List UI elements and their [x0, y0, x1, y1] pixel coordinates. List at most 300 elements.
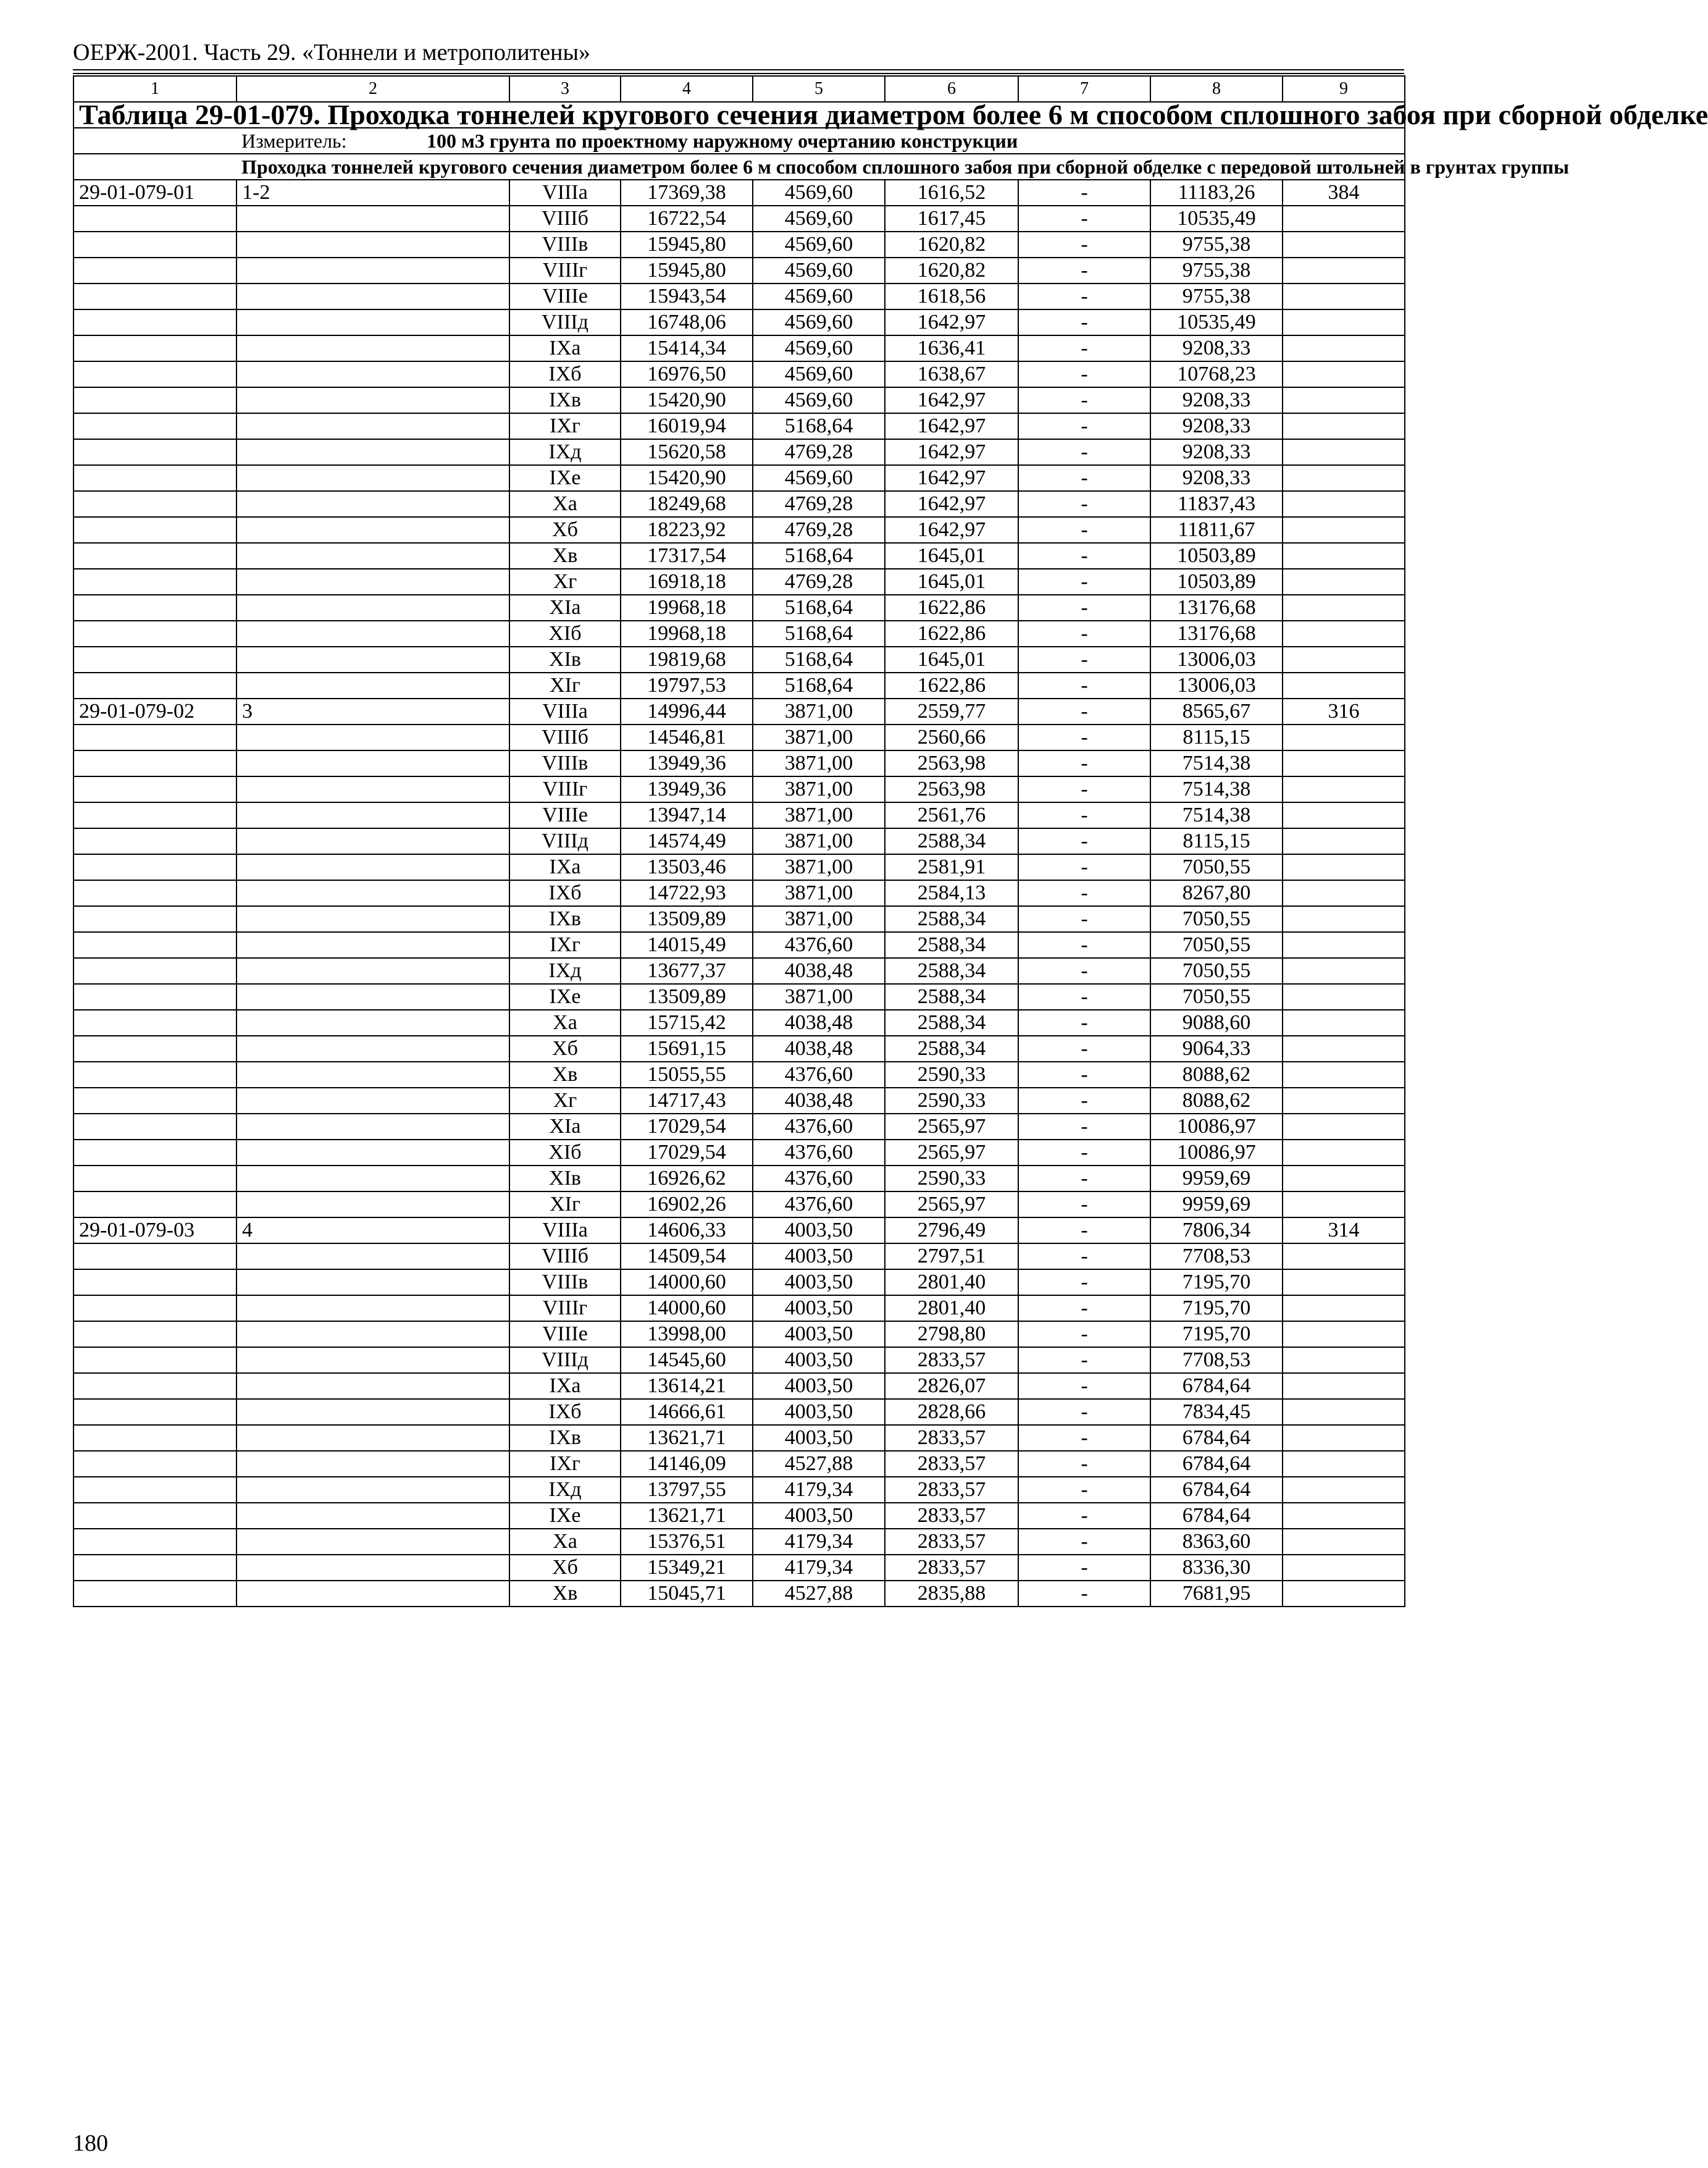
table-row — [73, 802, 1405, 828]
rock-category: IXб — [509, 880, 621, 906]
materials-cost: 7195,70 — [1150, 1269, 1283, 1295]
wages: 4003,50 — [753, 1503, 885, 1529]
rock-category: IXд — [509, 439, 621, 465]
wages: 4569,60 — [753, 258, 885, 284]
materials-cost: 7708,53 — [1150, 1243, 1283, 1269]
table-title-row — [73, 102, 1405, 128]
labor-norm — [1283, 1555, 1405, 1581]
total-cost: 15691,15 — [621, 1036, 753, 1062]
wages: 4569,60 — [753, 309, 885, 335]
total-cost: 18223,92 — [621, 517, 753, 543]
materials-cost: 10503,89 — [1150, 543, 1283, 569]
table-row — [73, 1062, 1405, 1088]
materials-cost: 7050,55 — [1150, 958, 1283, 984]
materials-cost: 7514,38 — [1150, 802, 1283, 828]
rock-category: VIIIг — [509, 258, 621, 284]
labor-norm — [1283, 1269, 1405, 1295]
labor-norm — [1283, 647, 1405, 673]
total-cost: 15045,71 — [621, 1581, 753, 1607]
table-row — [73, 1010, 1405, 1036]
machine-cost: 2833,57 — [885, 1425, 1018, 1451]
soil-group — [237, 206, 509, 232]
labor-norm — [1283, 1321, 1405, 1347]
materials-cost: 7050,55 — [1150, 984, 1283, 1010]
rate-code — [73, 232, 237, 258]
table-row — [73, 725, 1405, 750]
materials-cost: 8088,62 — [1150, 1088, 1283, 1114]
wages: 4569,60 — [753, 465, 885, 491]
soil-group — [237, 1347, 509, 1373]
materials-cost: 6784,64 — [1150, 1477, 1283, 1503]
total-cost: 15420,90 — [621, 387, 753, 413]
materials-cost: 8267,80 — [1150, 880, 1283, 906]
total-cost: 13503,46 — [621, 854, 753, 880]
column-number: 8 — [1150, 76, 1283, 102]
materials-cost: 13176,68 — [1150, 621, 1283, 647]
wages: 4569,60 — [753, 335, 885, 361]
rock-category: XIг — [509, 673, 621, 699]
table-row — [73, 1425, 1405, 1451]
labor-norm: 384 — [1283, 180, 1405, 206]
total-cost: 15349,21 — [621, 1555, 753, 1581]
table-row — [73, 1451, 1405, 1477]
soil-group — [237, 1166, 509, 1191]
materials-cost: 13176,68 — [1150, 595, 1283, 621]
rate-code — [73, 984, 237, 1010]
labor-norm — [1283, 361, 1405, 387]
wages: 3871,00 — [753, 854, 885, 880]
wages: 5168,64 — [753, 647, 885, 673]
materials-cost: 7514,38 — [1150, 750, 1283, 776]
machine-cost: 2828,66 — [885, 1399, 1018, 1425]
machine-cost: 2590,33 — [885, 1088, 1018, 1114]
wages: 4569,60 — [753, 361, 885, 387]
column-number: 7 — [1018, 76, 1150, 102]
wages: 5168,64 — [753, 595, 885, 621]
soil-group — [237, 1062, 509, 1088]
total-cost: 13949,36 — [621, 750, 753, 776]
driver-wages: - — [1018, 1191, 1150, 1217]
rock-category: IXг — [509, 932, 621, 958]
soil-group — [237, 1191, 509, 1217]
driver-wages: - — [1018, 1425, 1150, 1451]
labor-norm — [1283, 725, 1405, 750]
total-cost: 15715,42 — [621, 1010, 753, 1036]
materials-cost: 11837,43 — [1150, 491, 1283, 517]
soil-group — [237, 647, 509, 673]
rate-code — [73, 1477, 237, 1503]
materials-cost: 7195,70 — [1150, 1295, 1283, 1321]
rate-code — [73, 647, 237, 673]
machine-cost: 1642,97 — [885, 413, 1018, 439]
materials-cost: 9064,33 — [1150, 1036, 1283, 1062]
soil-group — [237, 1451, 509, 1477]
wages: 3871,00 — [753, 725, 885, 750]
wages: 4003,50 — [753, 1217, 885, 1243]
rate-code — [73, 1347, 237, 1373]
wages: 4769,28 — [753, 517, 885, 543]
table-row — [73, 828, 1405, 854]
materials-cost: 13006,03 — [1150, 673, 1283, 699]
driver-wages: - — [1018, 413, 1150, 439]
driver-wages: - — [1018, 361, 1150, 387]
labor-norm — [1283, 1140, 1405, 1166]
driver-wages: - — [1018, 1321, 1150, 1347]
total-cost: 17317,54 — [621, 543, 753, 569]
materials-cost: 7681,95 — [1150, 1581, 1283, 1607]
total-cost: 14722,93 — [621, 880, 753, 906]
driver-wages: - — [1018, 828, 1150, 854]
materials-cost: 9755,38 — [1150, 284, 1283, 309]
column-numbers-row — [73, 76, 1405, 102]
wages: 4527,88 — [753, 1451, 885, 1477]
rate-code — [73, 595, 237, 621]
table-row — [73, 776, 1405, 802]
machine-cost: 1642,97 — [885, 491, 1018, 517]
labor-norm — [1283, 1399, 1405, 1425]
soil-group — [237, 776, 509, 802]
soil-group — [237, 439, 509, 465]
rock-category: IXе — [509, 465, 621, 491]
rate-code — [73, 880, 237, 906]
machine-cost: 2565,97 — [885, 1140, 1018, 1166]
labor-norm — [1283, 284, 1405, 309]
rock-category: Xг — [509, 569, 621, 595]
labor-norm — [1283, 465, 1405, 491]
rate-code — [73, 1373, 237, 1399]
rate-code — [73, 854, 237, 880]
rock-category: VIIIв — [509, 1269, 621, 1295]
rock-category: IXв — [509, 906, 621, 932]
table-row — [73, 699, 1405, 725]
rate-code — [73, 1451, 237, 1477]
rock-category: Xб — [509, 1036, 621, 1062]
rock-category: VIIIд — [509, 828, 621, 854]
total-cost: 14509,54 — [621, 1243, 753, 1269]
rock-category: VIIIе — [509, 1321, 621, 1347]
machine-cost: 1642,97 — [885, 309, 1018, 335]
rock-category: Xа — [509, 491, 621, 517]
rate-code — [73, 465, 237, 491]
rock-category: Xа — [509, 1010, 621, 1036]
machine-cost: 2833,57 — [885, 1529, 1018, 1555]
labor-norm — [1283, 1451, 1405, 1477]
rock-category: VIIIв — [509, 232, 621, 258]
driver-wages: - — [1018, 1555, 1150, 1581]
wages: 4769,28 — [753, 439, 885, 465]
soil-group — [237, 725, 509, 750]
table-row — [73, 958, 1405, 984]
materials-cost: 13006,03 — [1150, 647, 1283, 673]
table-row — [73, 335, 1405, 361]
rock-category: Xв — [509, 1062, 621, 1088]
materials-cost: 7050,55 — [1150, 854, 1283, 880]
rate-code — [73, 258, 237, 284]
machine-cost: 2801,40 — [885, 1269, 1018, 1295]
soil-group: 1-2 — [237, 180, 509, 206]
labor-norm — [1283, 854, 1405, 880]
table-subtitle: Проходка тоннелей кругового сечения диаметром более 6 м способом сплошного забоя при сборной обделке с передовой штольней в грунтах группы — [237, 154, 1405, 180]
rock-category: IXг — [509, 413, 621, 439]
machine-cost: 2590,33 — [885, 1062, 1018, 1088]
rate-code — [73, 1321, 237, 1347]
rock-category: VIIIв — [509, 750, 621, 776]
machine-cost: 1622,86 — [885, 673, 1018, 699]
total-cost: 16722,54 — [621, 206, 753, 232]
labor-norm — [1283, 1425, 1405, 1451]
driver-wages: - — [1018, 906, 1150, 932]
rate-code — [73, 1399, 237, 1425]
table-row — [73, 439, 1405, 465]
price-table — [73, 75, 1708, 1607]
unit-label: Измеритель: — [241, 130, 347, 152]
total-cost: 16976,50 — [621, 361, 753, 387]
table-row — [73, 673, 1405, 699]
labor-norm — [1283, 413, 1405, 439]
total-cost: 14574,49 — [621, 828, 753, 854]
soil-group — [237, 517, 509, 543]
soil-group — [237, 335, 509, 361]
rock-category: IXв — [509, 1425, 621, 1451]
rate-code — [73, 1503, 237, 1529]
driver-wages: - — [1018, 699, 1150, 725]
header-rule-2 — [73, 73, 1404, 74]
driver-wages: - — [1018, 1140, 1150, 1166]
rate-code — [73, 1191, 237, 1217]
rate-code — [73, 543, 237, 569]
soil-group — [237, 1088, 509, 1114]
driver-wages: - — [1018, 206, 1150, 232]
wages: 4569,60 — [753, 284, 885, 309]
driver-wages: - — [1018, 595, 1150, 621]
rock-category: IXе — [509, 1503, 621, 1529]
machine-cost: 1620,82 — [885, 258, 1018, 284]
labor-norm — [1283, 491, 1405, 517]
materials-cost: 7806,34 — [1150, 1217, 1283, 1243]
labor-norm — [1283, 1243, 1405, 1269]
table-row — [73, 1036, 1405, 1062]
wages: 4569,60 — [753, 232, 885, 258]
labor-norm: 314 — [1283, 1217, 1405, 1243]
driver-wages: - — [1018, 1217, 1150, 1243]
rock-category: Xг — [509, 1088, 621, 1114]
table-row — [73, 1373, 1405, 1399]
driver-wages: - — [1018, 958, 1150, 984]
column-number: 6 — [885, 76, 1018, 102]
table-row — [73, 595, 1405, 621]
wages: 3871,00 — [753, 828, 885, 854]
rate-code — [73, 284, 237, 309]
rock-category: Xа — [509, 1529, 621, 1555]
soil-group — [237, 258, 509, 284]
machine-cost: 1638,67 — [885, 361, 1018, 387]
wages: 4376,60 — [753, 1114, 885, 1140]
rock-category: VIIIг — [509, 776, 621, 802]
driver-wages: - — [1018, 1581, 1150, 1607]
driver-wages: - — [1018, 335, 1150, 361]
machine-cost: 2581,91 — [885, 854, 1018, 880]
rate-code — [73, 206, 237, 232]
driver-wages: - — [1018, 776, 1150, 802]
rate-code — [73, 309, 237, 335]
labor-norm — [1283, 1503, 1405, 1529]
machine-cost: 1645,01 — [885, 569, 1018, 595]
total-cost: 13509,89 — [621, 906, 753, 932]
materials-cost: 10086,97 — [1150, 1140, 1283, 1166]
driver-wages: - — [1018, 284, 1150, 309]
total-cost: 15620,58 — [621, 439, 753, 465]
soil-group — [237, 1503, 509, 1529]
table-row — [73, 180, 1405, 206]
soil-group — [237, 361, 509, 387]
table-row — [73, 1347, 1405, 1373]
materials-cost: 10503,89 — [1150, 569, 1283, 595]
wages: 4769,28 — [753, 569, 885, 595]
machine-cost: 2590,33 — [885, 1166, 1018, 1191]
table-row — [73, 1477, 1405, 1503]
soil-group — [237, 1036, 509, 1062]
materials-cost: 7514,38 — [1150, 776, 1283, 802]
rock-category: XIа — [509, 1114, 621, 1140]
driver-wages: - — [1018, 1399, 1150, 1425]
rock-category: VIIIг — [509, 1295, 621, 1321]
total-cost: 13947,14 — [621, 802, 753, 828]
rock-category: IXб — [509, 361, 621, 387]
rock-category: XIв — [509, 647, 621, 673]
table-row — [73, 491, 1405, 517]
wages: 4179,34 — [753, 1477, 885, 1503]
driver-wages: - — [1018, 258, 1150, 284]
table-row — [73, 1555, 1405, 1581]
wages: 4003,50 — [753, 1425, 885, 1451]
soil-group — [237, 1010, 509, 1036]
table-row — [73, 1114, 1405, 1140]
rock-category: VIIIд — [509, 309, 621, 335]
table-row — [73, 1529, 1405, 1555]
machine-cost: 2797,51 — [885, 1243, 1018, 1269]
total-cost: 15420,90 — [621, 465, 753, 491]
rate-code — [73, 932, 237, 958]
materials-cost: 10086,97 — [1150, 1114, 1283, 1140]
labor-norm — [1283, 1114, 1405, 1140]
rate-code — [73, 1114, 237, 1140]
driver-wages: - — [1018, 1347, 1150, 1373]
driver-wages: - — [1018, 1269, 1150, 1295]
table-row — [73, 750, 1405, 776]
rate-code — [73, 1581, 237, 1607]
soil-group — [237, 232, 509, 258]
total-cost: 13614,21 — [621, 1373, 753, 1399]
materials-cost: 8115,15 — [1150, 725, 1283, 750]
total-cost: 13677,37 — [621, 958, 753, 984]
driver-wages: - — [1018, 725, 1150, 750]
labor-norm — [1283, 1088, 1405, 1114]
total-cost: 14666,61 — [621, 1399, 753, 1425]
table-title: Таблица 29-01-079. Проходка тоннелей кругового сечения диаметром более 6 м способом сплошного забоя при сборной обделке — [73, 102, 1405, 128]
total-cost: 14545,60 — [621, 1347, 753, 1373]
soil-group: 3 — [237, 699, 509, 725]
machine-cost: 2588,34 — [885, 984, 1018, 1010]
table-row — [73, 1269, 1405, 1295]
soil-group — [237, 543, 509, 569]
rate-code — [73, 906, 237, 932]
table-row — [73, 1217, 1405, 1243]
driver-wages: - — [1018, 1088, 1150, 1114]
rock-category: IXб — [509, 1399, 621, 1425]
machine-cost: 1618,56 — [885, 284, 1018, 309]
labor-norm — [1283, 517, 1405, 543]
soil-group: 4 — [237, 1217, 509, 1243]
rock-category: VIIIб — [509, 206, 621, 232]
driver-wages: - — [1018, 1451, 1150, 1477]
rate-code — [73, 1062, 237, 1088]
machine-cost: 1622,86 — [885, 621, 1018, 647]
materials-cost: 10535,49 — [1150, 206, 1283, 232]
materials-cost: 8363,60 — [1150, 1529, 1283, 1555]
machine-cost: 2565,97 — [885, 1114, 1018, 1140]
labor-norm — [1283, 206, 1405, 232]
driver-wages: - — [1018, 232, 1150, 258]
column-number: 3 — [509, 76, 621, 102]
machine-cost: 2588,34 — [885, 932, 1018, 958]
soil-group — [237, 387, 509, 413]
table-row — [73, 361, 1405, 387]
materials-cost: 9959,69 — [1150, 1191, 1283, 1217]
soil-group — [237, 1373, 509, 1399]
machine-cost: 1642,97 — [885, 387, 1018, 413]
driver-wages: - — [1018, 1503, 1150, 1529]
driver-wages: - — [1018, 880, 1150, 906]
rate-code — [73, 439, 237, 465]
labor-norm — [1283, 1036, 1405, 1062]
table-row — [73, 932, 1405, 958]
rate-code — [73, 1555, 237, 1581]
soil-group — [237, 1114, 509, 1140]
driver-wages: - — [1018, 1114, 1150, 1140]
table-row — [73, 1321, 1405, 1347]
unit-cell — [237, 128, 1405, 154]
table-row — [73, 854, 1405, 880]
total-cost: 17029,54 — [621, 1114, 753, 1140]
labor-norm — [1283, 750, 1405, 776]
machine-cost: 2833,57 — [885, 1555, 1018, 1581]
soil-group — [237, 284, 509, 309]
wages: 4376,60 — [753, 932, 885, 958]
driver-wages: - — [1018, 984, 1150, 1010]
rock-category: VIIIа — [509, 1217, 621, 1243]
soil-group — [237, 491, 509, 517]
subtitle-row — [73, 154, 1405, 180]
machine-cost: 2588,34 — [885, 1010, 1018, 1036]
materials-cost: 7195,70 — [1150, 1321, 1283, 1347]
machine-cost: 1642,97 — [885, 439, 1018, 465]
soil-group — [237, 1555, 509, 1581]
table-row — [73, 413, 1405, 439]
rock-category: XIб — [509, 621, 621, 647]
driver-wages: - — [1018, 932, 1150, 958]
soil-group — [237, 309, 509, 335]
rock-category: XIб — [509, 1140, 621, 1166]
wages: 4003,50 — [753, 1399, 885, 1425]
total-cost: 19797,53 — [621, 673, 753, 699]
table-row — [73, 621, 1405, 647]
wages: 4527,88 — [753, 1581, 885, 1607]
driver-wages: - — [1018, 1062, 1150, 1088]
wages: 3871,00 — [753, 906, 885, 932]
wages: 3871,00 — [753, 699, 885, 725]
machine-cost: 2833,57 — [885, 1503, 1018, 1529]
rock-category: VIIIа — [509, 180, 621, 206]
